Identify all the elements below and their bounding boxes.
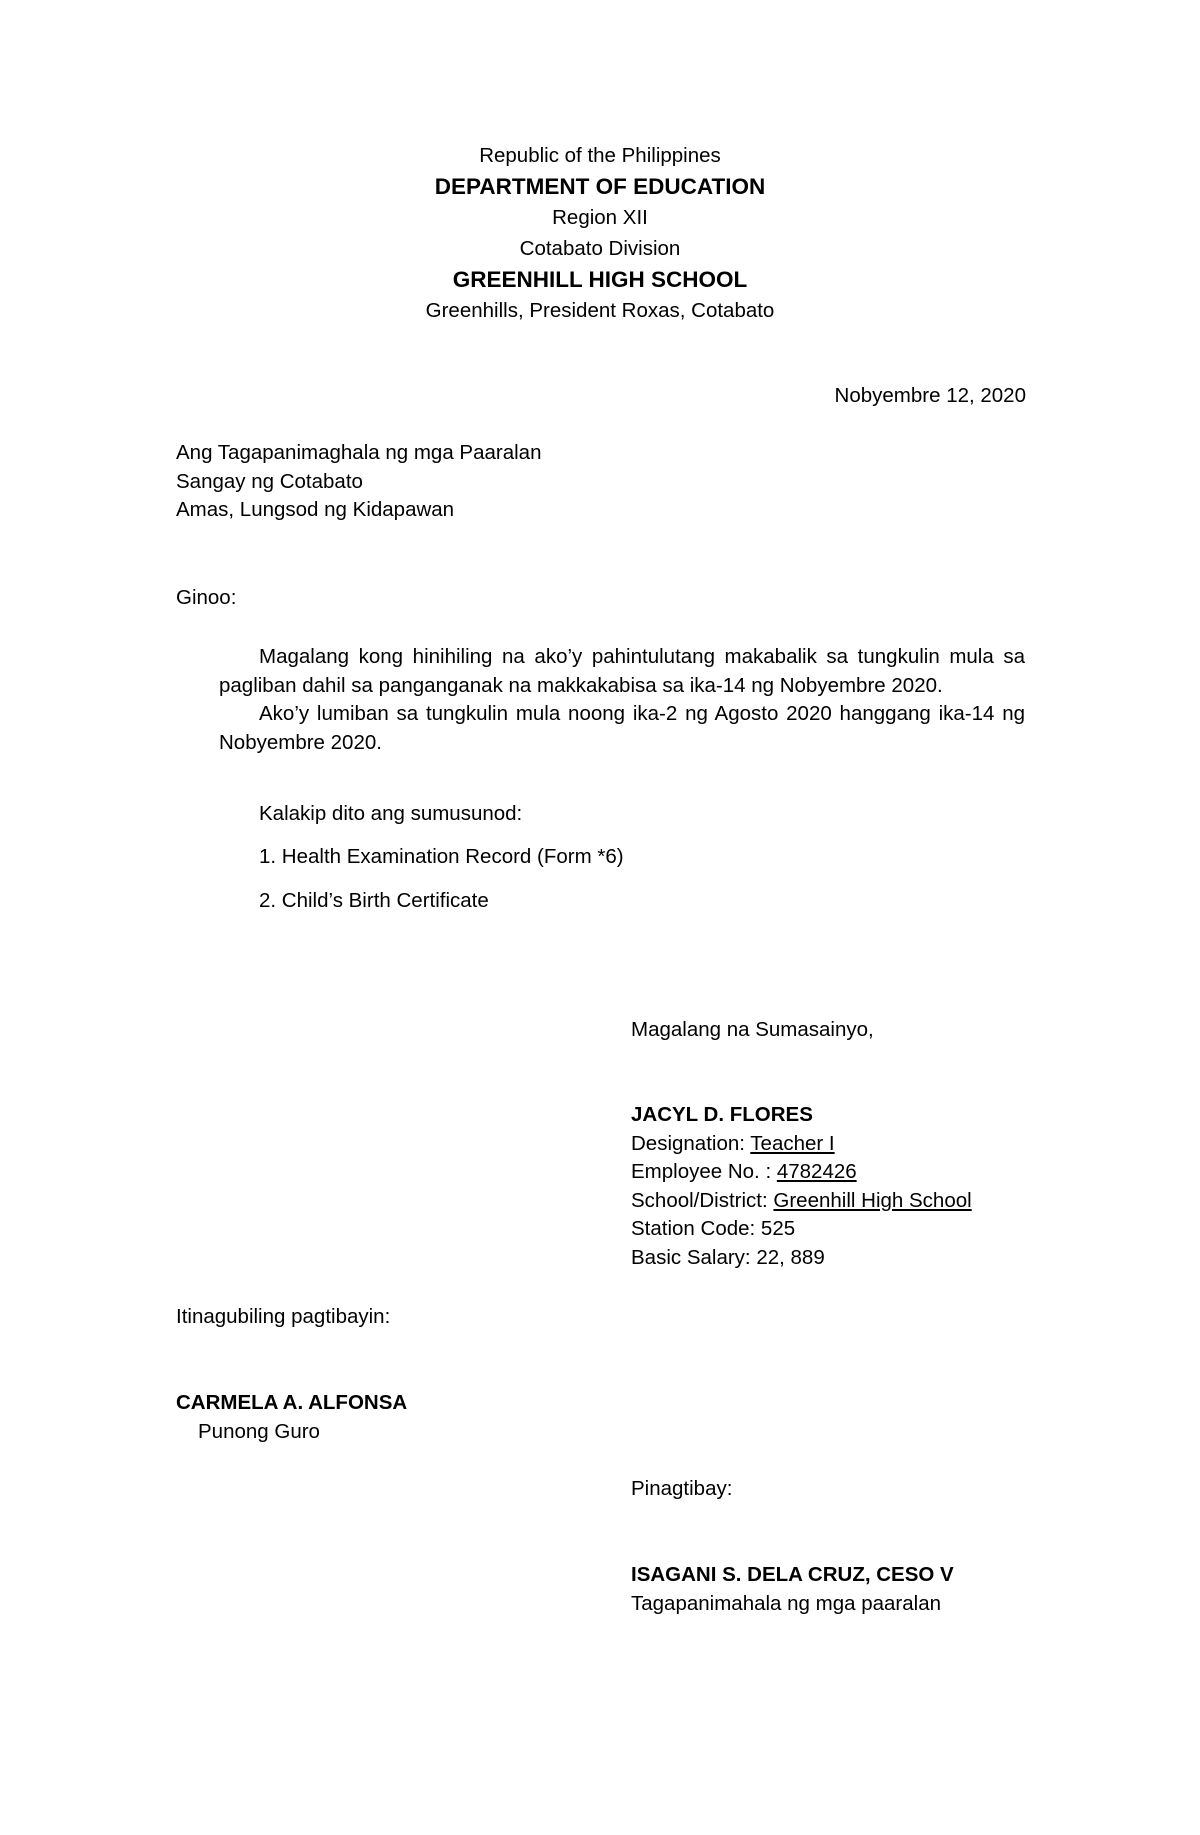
- body-paragraph-2: Ako’y lumiban sa tungkulin mula noong ika-2 ng Agosto 2020 hanggang ika-14 ng Nobyembre 2020.: [219, 702, 1025, 754]
- principal-block: [176, 1389, 407, 1446]
- signatory-school: [631, 1187, 972, 1216]
- attachment-item: 2. Child’s Birth Certificate: [259, 888, 489, 912]
- school-label: School/District:: [631, 1188, 774, 1212]
- superintendent-title: Tagapanimahala ng mga paaralan: [631, 1591, 942, 1615]
- recipient-block: [176, 439, 541, 525]
- signatory-basic-salary: Basic Salary: 22, 889: [631, 1245, 825, 1269]
- letterhead-region: Region XII: [552, 206, 648, 229]
- designation-value: Teacher I: [750, 1131, 835, 1155]
- principal-name: CARMELA A. ALFONSA: [176, 1391, 408, 1414]
- signatory-name: JACYL D. FLORES: [631, 1103, 813, 1126]
- signatory-employee-no: [631, 1158, 972, 1187]
- signatory-station-code: Station Code: 525: [631, 1217, 796, 1240]
- letterhead-school: GREENHILL HIGH SCHOOL: [452, 267, 748, 292]
- letterhead-division: Cotabato Division: [519, 237, 681, 260]
- recipient-line-2: Sangay ng Cotabato: [176, 469, 363, 493]
- body-paragraph-1: Magalang kong hinihiling na ako’y pahintulutang makabalik sa tungkulin mula sa pagliban dahil sa panganganak na makkakabisa sa ika-14 ng Nobyembre 2020.: [219, 645, 1025, 697]
- superintendent-name: ISAGANI S. DELA CRUZ, CESO V: [631, 1563, 954, 1586]
- signatory-designation: [631, 1130, 972, 1159]
- salutation: Ginoo:: [176, 586, 237, 609]
- letter-body: [219, 643, 1025, 757]
- attachments-intro: Kalakip dito ang sumusunod:: [259, 802, 523, 825]
- employee-label: Employee No. :: [631, 1160, 777, 1183]
- letterhead-address: Greenhills, President Roxas, Cotabato: [425, 299, 775, 322]
- school-value: Greenhill High School: [773, 1188, 972, 1212]
- letter-date: Nobyembre 12, 2020: [834, 384, 1026, 407]
- recommend-label: Itinagubiling pagtibayin:: [176, 1305, 391, 1328]
- principal-title: Punong Guro: [198, 1419, 320, 1443]
- letterhead-department: DEPARTMENT OF EDUCATION: [434, 174, 766, 199]
- closing-line: Magalang na Sumasainyo,: [631, 1018, 874, 1041]
- letterhead-republic: Republic of the Philippines: [479, 144, 721, 167]
- attachment-item: 1. Health Examination Record (Form *6): [259, 845, 624, 868]
- letterhead: [0, 140, 1200, 326]
- signatory-block: [631, 1101, 972, 1272]
- recipient-line-3: Amas, Lungsod ng Kidapawan: [176, 498, 455, 521]
- designation-label: Designation:: [631, 1131, 751, 1155]
- superintendent-block: [631, 1561, 954, 1618]
- employee-value: 4782426: [776, 1160, 857, 1183]
- attachments-list: [259, 843, 624, 930]
- approval-label: Pinagtibay:: [631, 1477, 733, 1500]
- recipient-line-1: Ang Tagapanimaghala ng mga Paaralan: [176, 441, 542, 464]
